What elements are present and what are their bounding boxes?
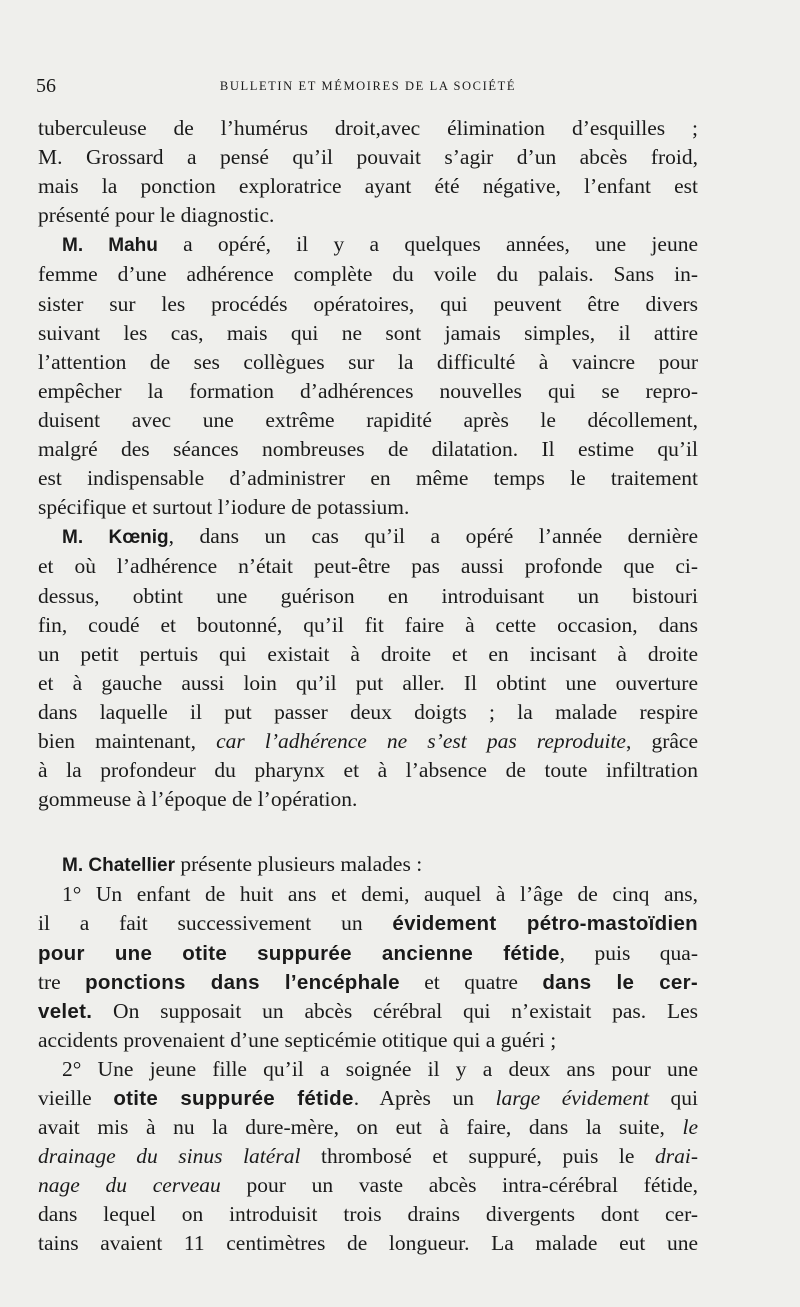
text-line: 1° Un enfant de huit ans et demi, auquel à l’âge de cinq ans,: [62, 882, 698, 907]
text-line: sister sur les procédés opératoires, qui peuvent être divers: [38, 291, 698, 316]
text-line: suivant les cas, mais qui ne sont jamais simples, il attire: [38, 320, 698, 345]
text-line: à la profondeur du pharynx et à l’absence de toute infiltration: [38, 758, 698, 783]
text-fragment: tre: [38, 969, 86, 994]
text-line: femme d’une adhérence complète du voile du palais. Sans in-: [38, 262, 698, 287]
text-line: dans laquelle il put passer deux doigts ; la malade respire: [38, 699, 698, 724]
text-fragment: avait mis à nu la dure-mère, on eut à faire, dans la suite,: [38, 1115, 683, 1140]
running-title: BULLETIN ET MÉMOIRES DE LA SOCIÉTÉ: [219, 79, 517, 93]
text-line: empêcher la formation d’adhérences nouvelles qui se repro-: [38, 378, 698, 403]
text-fragment: , grâce: [625, 728, 698, 753]
text-fragment: . Après un: [353, 1086, 496, 1110]
text-line: [38, 1142, 698, 1171]
text-line: [38, 522, 698, 552]
paragraph-case-2: [38, 1055, 698, 1259]
paragraph-chatellier: [38, 850, 698, 880]
text-fragment: vieille: [38, 1086, 114, 1110]
bold-text: otite suppurée fétide: [113, 1087, 354, 1110]
text-line: malgré des séances nombreuses de dilatation. Il estime qu’il: [38, 437, 698, 462]
text-line: M. Grossard a pensé qu’il pouvait s’agir d’un abcès froid,: [38, 145, 698, 170]
bold-text: évidement pétro-mastoïdien: [392, 912, 699, 936]
text-line: fin, coudé et boutonné, qu’il fit faire à cette occasion, dans: [38, 612, 698, 637]
paragraph-mahu: [38, 230, 698, 522]
text-fragment: pour un vaste abcès intra-cérébral fétide,: [220, 1173, 698, 1198]
bold-text: ponctions dans l’encéphale: [85, 970, 400, 994]
text-line: [38, 1113, 698, 1142]
text-fragment: , dans un cas qu’il a opéré l’année dernière: [168, 524, 698, 549]
text-fragment: , puis qua-: [559, 940, 699, 965]
bold-text: velet.: [38, 999, 93, 1023]
paragraph-case-1: [38, 880, 698, 1055]
italic-text: drai-: [655, 1144, 698, 1169]
text-line: accidents provenaient d’une septicémie otitique qui a guéri ;: [38, 1027, 557, 1052]
italic-text: le: [682, 1115, 698, 1140]
text-line: [38, 968, 698, 997]
body-text: [38, 114, 698, 1259]
speaker-name: M. Mahu: [62, 235, 158, 257]
text-line: 2° Une jeune fille qu’il a soignée il y a deux ans pour une: [62, 1056, 698, 1081]
italic-text: large évidement: [495, 1086, 649, 1110]
text-fragment: bien maintenant,: [38, 728, 217, 753]
text-line: un petit pertuis qui existait à droite et en incisant à droite: [38, 641, 698, 666]
text-line: tuberculeuse de l’humérus droit,avec élimination d’esquilles ;: [38, 116, 698, 140]
text-fragment: qui: [648, 1086, 698, 1110]
paragraph-gap: [38, 814, 698, 850]
text-fragment: présente plusieurs malades :: [174, 852, 423, 877]
bold-text: dans le cer-: [542, 970, 698, 994]
speaker-name: M. Chatellier: [62, 855, 175, 877]
paragraph-koenig: [38, 522, 698, 814]
text-line: est indispensable d’administrer en même temps le traitement: [38, 466, 698, 491]
text-line: [38, 997, 698, 1026]
text-line: [38, 850, 698, 880]
paragraph-grossard: [38, 114, 698, 230]
italic-text: drainage du sinus latéral: [38, 1144, 301, 1169]
italic-text: nage du cerveau: [38, 1173, 221, 1198]
text-line: [38, 230, 698, 260]
text-line: mais la ponction exploratrice ayant été négative, l’enfant est: [38, 174, 698, 199]
text-fragment: On supposait un abcès cérébral qui n’existait pas. Les: [92, 998, 698, 1023]
text-line: tains avaient 11 centimètres de longueur. La malade eut une: [38, 1231, 698, 1256]
text-line: [38, 909, 698, 938]
text-fragment: et quatre: [399, 969, 543, 994]
text-line: présenté pour le diagnostic.: [38, 203, 275, 228]
text-line: [38, 939, 698, 968]
text-line: dans lequel on introduisit trois drains divergents dont cer-: [38, 1202, 698, 1227]
italic-text: car l’adhérence ne s’est pas reproduite: [216, 728, 626, 753]
text-line: [38, 727, 698, 756]
speaker-name: M. Kœnig: [62, 527, 169, 549]
text-line: gommeuse à l’époque de l’opération.: [38, 787, 358, 812]
text-fragment: a opéré, il y a quelques années, une jeune: [157, 232, 698, 257]
text-line: [38, 1171, 698, 1200]
bold-text: pour une otite suppurée ancienne fétide: [38, 941, 560, 965]
text-line: l’attention de ses collègues sur la difficulté à vaincre pour: [38, 349, 698, 374]
text-fragment: il a fait successivement un: [38, 911, 393, 936]
text-line: spécifique et surtout l’iodure de potassium.: [38, 495, 410, 520]
page-header: [36, 74, 700, 98]
text-line: et où l’adhérence n’était peut-être pas aussi profonde que ci-: [38, 554, 698, 579]
text-line: [38, 1084, 698, 1113]
page-number: 56: [36, 75, 56, 97]
text-fragment: thrombosé et suppuré, puis le: [300, 1144, 655, 1169]
text-line: et à gauche aussi loin qu’il put aller. Il obtint une ouverture: [38, 670, 698, 695]
text-line: dessus, obtint une guérison en introduisant un bistouri: [38, 583, 698, 608]
text-line: duisent avec une extrême rapidité après le décollement,: [38, 407, 698, 432]
